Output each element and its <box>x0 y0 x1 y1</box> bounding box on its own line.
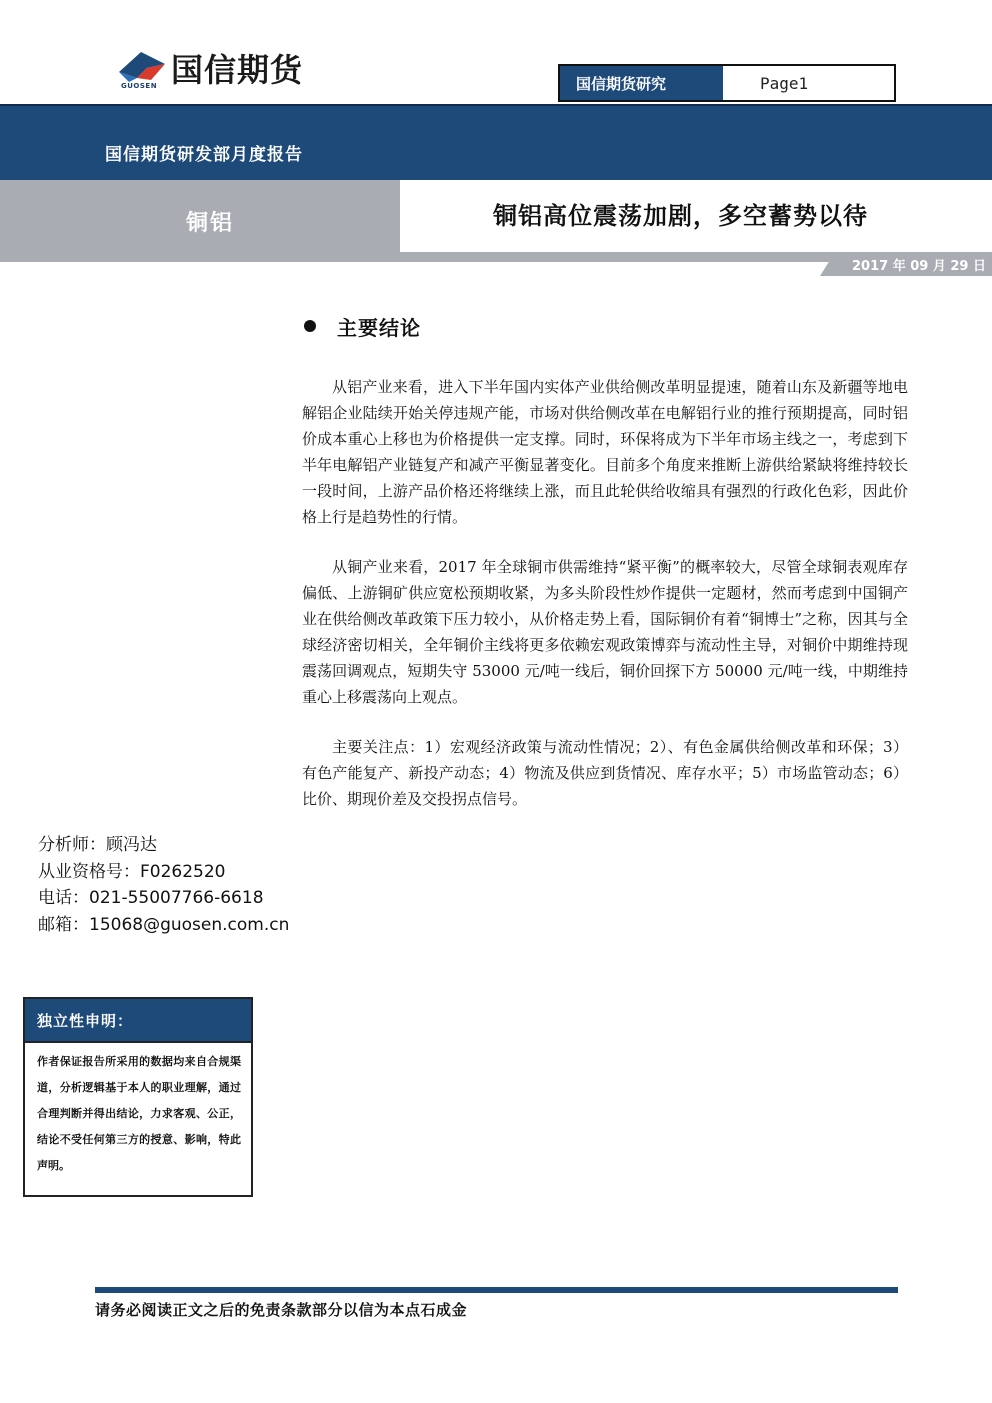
research-label: 国信期货研究 <box>560 66 726 100</box>
footer-rule <box>95 1287 898 1293</box>
analyst-name: 分析师：顾冯达 <box>38 835 157 855</box>
page-label: Page1 <box>760 73 809 93</box>
paragraph-focus-points: 主要关注点：1）宏观经济政策与流动性情况；2）、有色金属供给侧改革和环保；3）有色产能复产、新投产动态；4）物流及供应到货情况、库存水平；5）市场监管动态；6）比价、期现价差及交投拐点信号。 <box>302 738 908 808</box>
paragraph-aluminum: 从铝产业来看，进入下半年国内实体产业供给侧改革明显提速，随着山东及新疆等地电解铝企业陆续开始关停违规产能，市场对供给侧改革在电解铝行业的推行预期提高，同时铝价成本重心上移也为价格提供一定支撑。同时，环保将成为下半年市场主线之一，考虑到下半年电解铝产业链复产和减产平衡显著变化。目前多个角度来推断上游供给紧缺将维持较长一段时间，上游产品价格还将继续上涨，而且此轮供给收缩具有强烈的行政化色彩，因此价格上行是趋势性的行情。 <box>302 378 908 526</box>
independence-declaration <box>23 997 253 1197</box>
paragraph-copper: 从铜产业来看，2017 年全球铜市供需维持“紧平衡”的概率较大，尽管全球铜表观库存偏低、上游铜矿供应宽松预期收紧，为多头阶段性炒作提供一定题材，然而考虑到中国铜产业在供给侧改革政策下压力较小，从价格走势上看，国际铜价有着“铜博士”之称，因其与全球经济密切相关，全年铜价主线将更多依赖宏观政策博弈与流动性主导，对铜价中期维持现震荡回调观点，短期失守 53000 元/吨一线后，铜价回探下方 50000 元/吨一线，中期维持重心上移震荡向上观点。 <box>302 558 908 706</box>
page-indicator-box <box>558 64 896 102</box>
section-heading: 主要结论 <box>337 316 421 340</box>
declaration-title: 独立性申明： <box>25 999 251 1043</box>
analyst-email: 邮箱：15068@guosen.com.cn <box>38 914 290 935</box>
report-type: 国信期货研发部月度报告 <box>105 145 303 165</box>
company-logo <box>117 48 347 92</box>
declaration-body: 作者保证报告所采用的数据均来自合规渠道，分析逻辑基于本人的职业理解，通过合理判断并得出结论，力求客观、公正，结论不受任何第三方的授意、影响，特此声明。 <box>37 1055 241 1172</box>
bullet-icon <box>304 320 316 332</box>
analyst-phone: 电话：021-55007766-6618 <box>38 888 264 908</box>
sector-label: 铜铝 <box>186 210 235 236</box>
report-title: 铜铝高位震荡加剧，多空蓄势以待 <box>493 201 868 230</box>
logo-subtext: GUOSEN <box>121 82 158 90</box>
report-date: 2017 年 09 月 29 日 <box>852 259 986 274</box>
analyst-license: 从业资格号：F0262520 <box>38 861 226 882</box>
footer-disclaimer: 请务必阅读正文之后的免责条款部分以信为本点石成金 <box>95 1301 468 1319</box>
analyst-info <box>38 832 289 938</box>
logo-text: 国信期货 <box>171 51 304 89</box>
